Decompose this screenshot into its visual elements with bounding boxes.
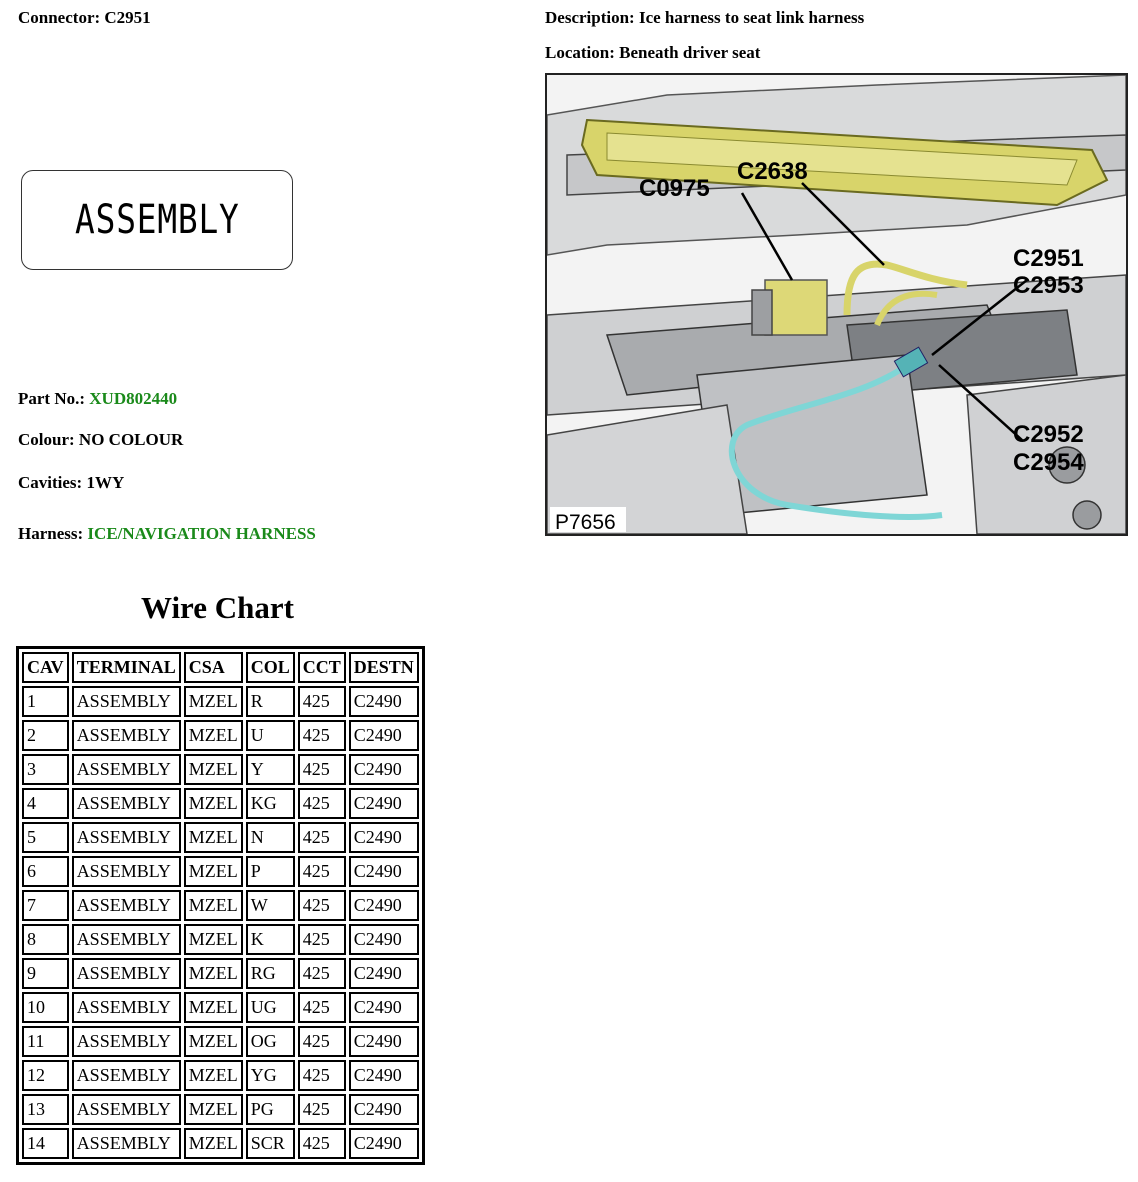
cell-csa: MZEL [184, 686, 243, 717]
callout-c2951: C2951 [1013, 245, 1084, 272]
header-destn: DESTN [349, 652, 419, 683]
cell-col: R [246, 686, 295, 717]
table-row [22, 958, 419, 989]
cell-destn[interactable]: C2490 [349, 754, 419, 785]
table-row [22, 890, 419, 921]
location-label: Location: [545, 43, 615, 62]
cell-cct: 425 [298, 856, 346, 887]
figure-id: P7656 [555, 511, 616, 534]
location-value: Beneath driver seat [619, 43, 761, 62]
cell-col: P [246, 856, 295, 887]
harness-link[interactable]: ICE/NAVIGATION HARNESS [87, 524, 316, 543]
cell-col: YG [246, 1060, 295, 1091]
cell-cav: 3 [22, 754, 69, 785]
cell-cav: 10 [22, 992, 69, 1023]
table-row [22, 1060, 419, 1091]
cell-terminal: ASSEMBLY [72, 1026, 181, 1057]
table-header-row [22, 652, 419, 683]
cell-destn[interactable]: C2490 [349, 890, 419, 921]
cell-csa: MZEL [184, 992, 243, 1023]
table-row [22, 754, 419, 785]
description-field [545, 8, 864, 28]
cell-terminal: ASSEMBLY [72, 924, 181, 955]
cell-destn[interactable]: C2490 [349, 856, 419, 887]
colour-value: NO COLOUR [78, 430, 184, 449]
connector-label: Connector: [18, 8, 101, 27]
cell-cav: 5 [22, 822, 69, 853]
table-row [22, 1094, 419, 1125]
cell-col: K [246, 924, 295, 955]
table-row [22, 788, 419, 819]
cell-cav: 6 [22, 856, 69, 887]
cell-csa: MZEL [184, 720, 243, 751]
cell-destn[interactable]: C2490 [349, 1060, 419, 1091]
cell-destn[interactable]: C2490 [349, 1094, 419, 1125]
cell-cav: 12 [22, 1060, 69, 1091]
cell-terminal: ASSEMBLY [72, 720, 181, 751]
callout-c2952: C2952 [1013, 421, 1084, 448]
cell-destn[interactable]: C2490 [349, 720, 419, 751]
seat-frame-drawing [547, 75, 1126, 534]
cell-cav: 2 [22, 720, 69, 751]
cell-csa: MZEL [184, 1060, 243, 1091]
location-illustration [545, 73, 1128, 536]
cell-terminal: ASSEMBLY [72, 822, 181, 853]
assembly-graphic-text: ASSEMBLY [74, 197, 240, 243]
cell-cct: 425 [298, 822, 346, 853]
cell-destn[interactable]: C2490 [349, 992, 419, 1023]
cell-csa: MZEL [184, 958, 243, 989]
description-label: Description: [545, 8, 635, 27]
location-field [545, 43, 760, 63]
cell-col: KG [246, 788, 295, 819]
cell-col: N [246, 822, 295, 853]
cell-cav: 4 [22, 788, 69, 819]
cell-cct: 425 [298, 1128, 346, 1159]
cell-terminal: ASSEMBLY [72, 788, 181, 819]
cell-col: OG [246, 1026, 295, 1057]
cavities-label: Cavities: [18, 473, 83, 492]
cell-cct: 425 [298, 992, 346, 1023]
callout-c0975: C0975 [639, 175, 710, 202]
cell-cav: 13 [22, 1094, 69, 1125]
cell-csa: MZEL [184, 856, 243, 887]
cell-destn[interactable]: C2490 [349, 1128, 419, 1159]
cell-csa: MZEL [184, 1026, 243, 1057]
assembly-graphic [21, 170, 293, 270]
table-row [22, 1128, 419, 1159]
cell-cav: 14 [22, 1128, 69, 1159]
harness-field [18, 524, 316, 544]
cell-terminal: ASSEMBLY [72, 958, 181, 989]
wire-chart-table [16, 646, 425, 1165]
cell-cct: 425 [298, 890, 346, 921]
wire-chart-body [22, 686, 419, 1159]
table-row [22, 686, 419, 717]
cell-col: Y [246, 754, 295, 785]
cavities-value: 1WY [86, 473, 125, 492]
cell-cct: 425 [298, 958, 346, 989]
description-value: Ice harness to seat link harness [638, 8, 865, 27]
cell-cav: 11 [22, 1026, 69, 1057]
header-terminal: TERMINAL [72, 652, 181, 683]
header-csa: CSA [184, 652, 243, 683]
table-row [22, 992, 419, 1023]
wire-chart-title: Wire Chart [141, 590, 294, 625]
callout-c2953: C2953 [1013, 272, 1084, 299]
header-cav: CAV [22, 652, 69, 683]
cell-destn[interactable]: C2490 [349, 686, 419, 717]
cell-terminal: ASSEMBLY [72, 1060, 181, 1091]
cell-csa: MZEL [184, 822, 243, 853]
cell-cav: 7 [22, 890, 69, 921]
connector-value: C2951 [104, 8, 151, 27]
cell-csa: MZEL [184, 754, 243, 785]
cell-cav: 8 [22, 924, 69, 955]
cavities-field [18, 473, 124, 493]
cell-col: SCR [246, 1128, 295, 1159]
cell-terminal: ASSEMBLY [72, 890, 181, 921]
callout-c2638: C2638 [737, 158, 808, 185]
cell-csa: MZEL [184, 890, 243, 921]
cell-csa: MZEL [184, 924, 243, 955]
cell-col: PG [246, 1094, 295, 1125]
cell-csa: MZEL [184, 788, 243, 819]
cell-terminal: ASSEMBLY [72, 754, 181, 785]
colour-field [18, 430, 183, 450]
cell-cct: 425 [298, 788, 346, 819]
cell-cct: 425 [298, 1060, 346, 1091]
cell-cct: 425 [298, 720, 346, 751]
connector-field [18, 8, 151, 28]
cell-cct: 425 [298, 1094, 346, 1125]
cell-terminal: ASSEMBLY [72, 1094, 181, 1125]
part-number-label: Part No.: [18, 389, 86, 408]
table-row [22, 1026, 419, 1057]
cell-terminal: ASSEMBLY [72, 686, 181, 717]
callout-c2954: C2954 [1013, 449, 1084, 476]
cell-terminal: ASSEMBLY [72, 856, 181, 887]
cell-csa: MZEL [184, 1128, 243, 1159]
cell-col: RG [246, 958, 295, 989]
cell-destn[interactable]: C2490 [349, 958, 419, 989]
part-number-link[interactable]: XUD802440 [89, 389, 178, 408]
harness-label: Harness: [18, 524, 84, 543]
cell-csa: MZEL [184, 1094, 243, 1125]
cell-cav: 1 [22, 686, 69, 717]
part-number-field [18, 389, 177, 409]
cell-destn[interactable]: C2490 [349, 924, 419, 955]
table-row [22, 822, 419, 853]
cell-terminal: ASSEMBLY [72, 992, 181, 1023]
cell-cct: 425 [298, 1026, 346, 1057]
header-col: COL [246, 652, 295, 683]
cell-cct: 425 [298, 686, 346, 717]
cell-cav: 9 [22, 958, 69, 989]
cell-col: U [246, 720, 295, 751]
cell-terminal: ASSEMBLY [72, 1128, 181, 1159]
table-row [22, 856, 419, 887]
cell-col: UG [246, 992, 295, 1023]
cell-cct: 425 [298, 924, 346, 955]
header-cct: CCT [298, 652, 346, 683]
table-row [22, 720, 419, 751]
cell-destn[interactable]: C2490 [349, 822, 419, 853]
table-row [22, 924, 419, 955]
cell-destn[interactable]: C2490 [349, 1026, 419, 1057]
cell-destn[interactable]: C2490 [349, 788, 419, 819]
colour-label: Colour: [18, 430, 75, 449]
cell-cct: 425 [298, 754, 346, 785]
cell-col: W [246, 890, 295, 921]
